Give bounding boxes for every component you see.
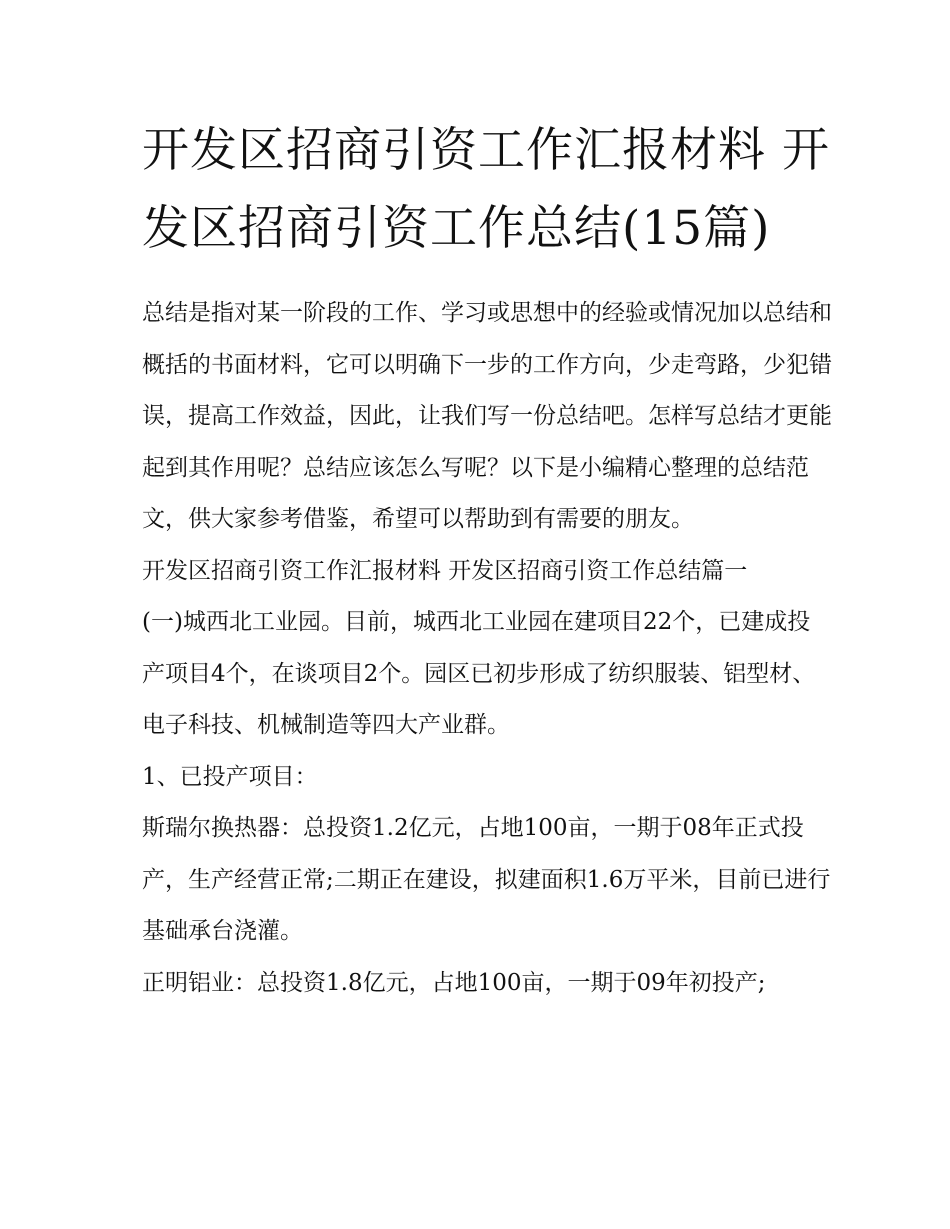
body-paragraph: (一)城西北工业园。目前，城西北工业园在建项目22个，已建成投产项目4个，在谈项目2个。园区已初步形成了纺织服装、铝型材、电子科技、机械制造等四大产业群。	[142, 609, 816, 738]
body-paragraph: 斯瑞尔换热器：总投资1.2亿元，占地100亩，一期于08年正式投产，生产经营正常;二期正在建设，拟建面积1.6万平米，目前已进行基础承台浇灌。	[142, 815, 831, 944]
list-heading: 1、已投产项目：	[142, 763, 318, 790]
document-page	[142, 112, 832, 1009]
body-paragraph: 正明铝业：总投资1.8亿元，占地100亩，一期于09年初投产;	[142, 969, 766, 996]
section-heading: 开发区招商引资工作汇报材料 开发区招商引资工作总结篇一	[142, 557, 748, 584]
intro-paragraph: 总结是指对某一阶段的工作、学习或思想中的经验或情况加以总结和概括的书面材料，它可以明确下一步的工作方向，少走弯路，少犯错误，提高工作效益，因此，让我们写一份总结吧。怎样写总结才更能起到其作用呢？总结应该怎么写呢？以下是小编精心整理的总结范文，供大家参考借鉴，希望可以帮助到有需要的朋友。	[142, 300, 832, 532]
document-title: 开发区招商引资工作汇报材料 开发区招商引资工作总结(15篇)	[142, 123, 830, 256]
document-body	[142, 288, 832, 1009]
